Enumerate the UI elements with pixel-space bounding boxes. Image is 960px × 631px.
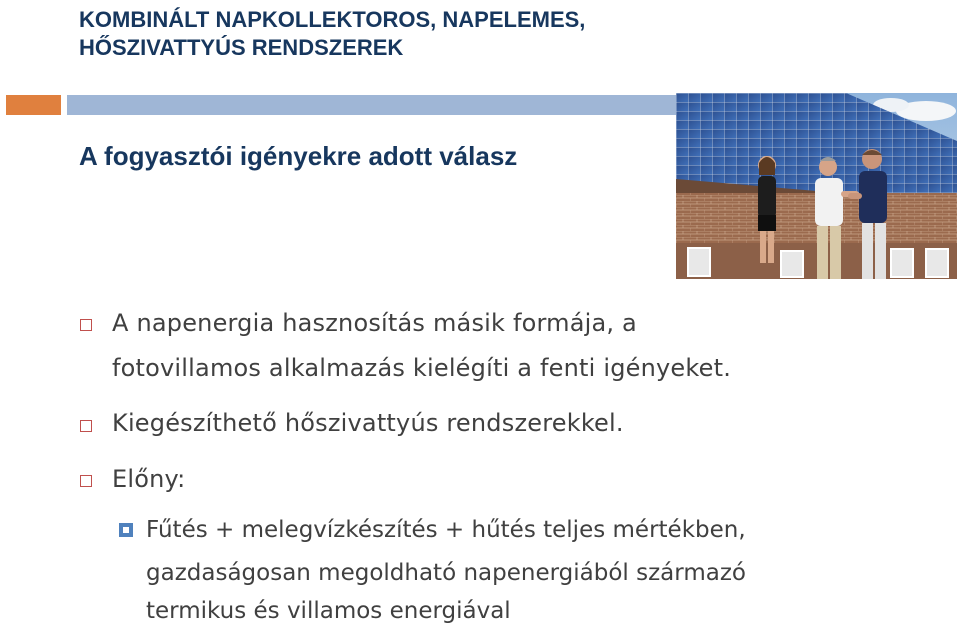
sub-bullet-line-1: Fűtés + melegvízkészítés + hűtés teljes mértékben,	[146, 517, 746, 543]
bullet-2-line-1: Kiegészíthető hőszivattyús rendszerekkel.	[112, 409, 624, 437]
solar-roof-photo	[676, 93, 957, 279]
sub-bullet-square-icon	[119, 523, 133, 537]
bullet-box-icon	[80, 475, 92, 487]
slide-title	[79, 6, 585, 62]
slide-title-line-1: KOMBINÁLT NAPKOLLEKTOROS, NAPELEMES,	[79, 7, 586, 32]
bullet-1-line-2: fotovillamos alkalmazás kielégíti a fenti igényeket.	[112, 354, 732, 382]
accent-bar-blue	[67, 95, 677, 115]
sub-bullet-line-3: termikus és villamos energiával	[146, 598, 511, 624]
sub-bullet-line-2: gazdaságosan megoldható napenergiából származó	[146, 560, 746, 586]
bullet-1-line-1: A napenergia hasznosítás másik formája, a	[112, 309, 637, 337]
subtitle: A fogyasztói igényekre adott válasz	[79, 141, 518, 171]
bullet-box-icon	[80, 420, 92, 432]
accent-bar-orange	[6, 95, 61, 115]
bullet-3-line-1: Előny:	[112, 465, 186, 493]
bullet-box-icon	[80, 319, 92, 331]
slide-title-line-2: HŐSZIVATTYÚS RENDSZEREK	[79, 35, 404, 60]
